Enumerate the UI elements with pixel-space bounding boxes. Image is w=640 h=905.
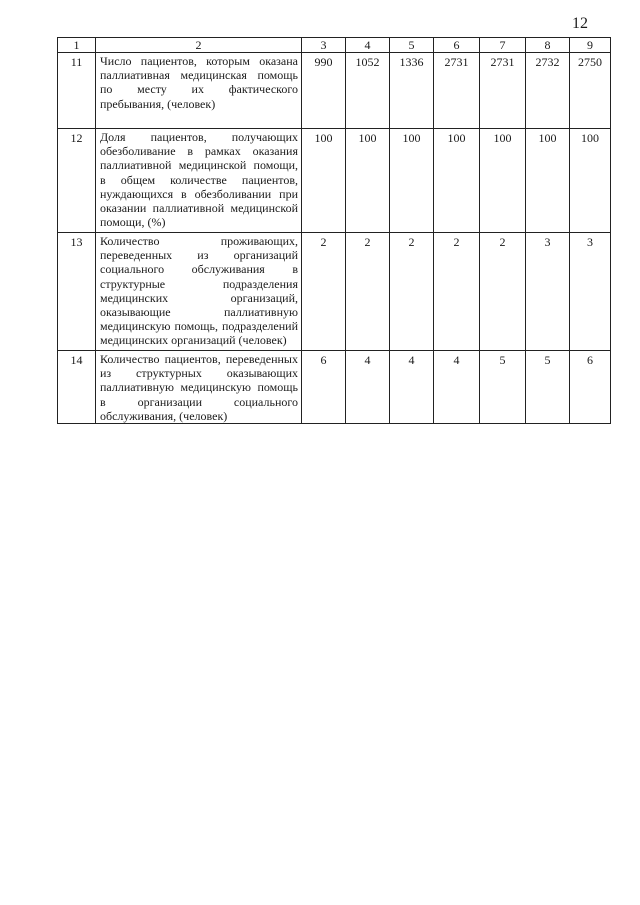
table-cell: 4 xyxy=(434,351,480,424)
row-number: 11 xyxy=(58,53,96,129)
table-row xyxy=(58,53,611,129)
table-cell: 4 xyxy=(390,351,434,424)
table-cell: 1336 xyxy=(390,53,434,129)
table-cell: 100 xyxy=(526,129,570,233)
indicator-name: Доля пациентов, получающих обезболивание в рамках оказания паллиативной медицинской помощи, в общем количестве пациентов, нуждающихся в обезболивании при оказании паллиативной медицинской помощи, (%) xyxy=(96,129,302,233)
table-row xyxy=(58,351,611,424)
column-header: 9 xyxy=(570,38,611,53)
column-header: 7 xyxy=(480,38,526,53)
table-cell: 100 xyxy=(480,129,526,233)
table-cell: 2 xyxy=(434,233,480,351)
table-cell: 2 xyxy=(480,233,526,351)
table-cell: 5 xyxy=(480,351,526,424)
table-cell: 2 xyxy=(302,233,346,351)
table-cell: 2 xyxy=(390,233,434,351)
table-cell: 3 xyxy=(526,233,570,351)
table-cell: 2731 xyxy=(434,53,480,129)
table-cell: 3 xyxy=(570,233,611,351)
indicator-name: Количество проживающих, переведенных из организаций социального обслуживания в структурные подразделения медицинских организаций, оказывающие паллиативную медицинскую помощь, подразделений медицинских организаций (человек) xyxy=(96,233,302,351)
indicators-table xyxy=(57,37,611,424)
table-cell: 6 xyxy=(570,351,611,424)
row-number: 12 xyxy=(58,129,96,233)
row-number: 13 xyxy=(58,233,96,351)
table-cell: 2750 xyxy=(570,53,611,129)
table-cell: 4 xyxy=(346,351,390,424)
table-row xyxy=(58,129,611,233)
table-cell: 2 xyxy=(346,233,390,351)
column-header: 6 xyxy=(434,38,480,53)
indicator-name: Количество пациентов, переведенных из структурных оказывающих паллиативную медицинскую помощь в организации социального обслуживания, (человек) xyxy=(96,351,302,424)
table-cell: 100 xyxy=(302,129,346,233)
table-cell: 2731 xyxy=(480,53,526,129)
table-cell: 100 xyxy=(434,129,480,233)
table-cell: 100 xyxy=(346,129,390,233)
column-header: 8 xyxy=(526,38,570,53)
table-cell: 2732 xyxy=(526,53,570,129)
table-cell: 6 xyxy=(302,351,346,424)
column-header: 1 xyxy=(58,38,96,53)
table-cell: 100 xyxy=(570,129,611,233)
column-header: 4 xyxy=(346,38,390,53)
row-number: 14 xyxy=(58,351,96,424)
page-number: 12 xyxy=(572,15,588,32)
indicator-name: Число пациентов, которым оказана паллиативная медицинская помощь по месту их фактического пребывания, (человек) xyxy=(96,53,302,129)
table-cell: 1052 xyxy=(346,53,390,129)
table-row xyxy=(58,233,611,351)
header-row xyxy=(58,38,611,53)
table-cell: 5 xyxy=(526,351,570,424)
column-header: 2 xyxy=(96,38,302,53)
table-cell: 100 xyxy=(390,129,434,233)
table-cell: 990 xyxy=(302,53,346,129)
column-header: 3 xyxy=(302,38,346,53)
column-header: 5 xyxy=(390,38,434,53)
